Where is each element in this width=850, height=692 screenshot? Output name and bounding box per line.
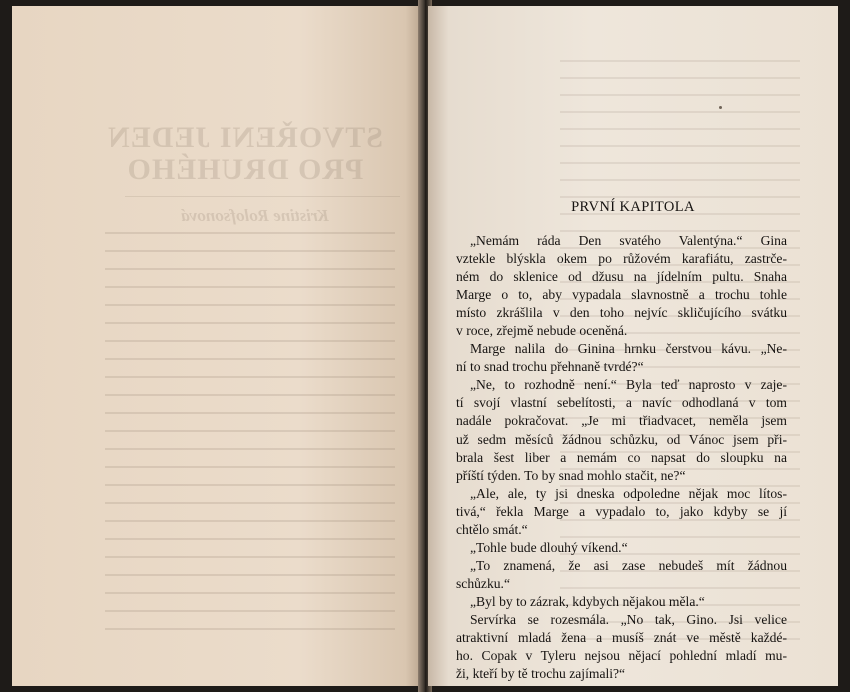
paragraph xyxy=(456,611,787,683)
paragraph xyxy=(456,232,787,340)
show-through-title xyxy=(95,122,395,186)
text-line: v roce, zřejmě nebude oceněná. xyxy=(456,323,628,339)
text-line: atraktivní mladá žena a musíš znát ve městě každé- xyxy=(456,630,787,646)
text-line: už sedm měsíců žádnou schůzku, od Vánoc jsem při- xyxy=(456,431,787,447)
text-line: Servírka se rozesmála. „No tak, Gino. Jsi velice xyxy=(470,611,787,627)
show-through-rule xyxy=(125,196,400,197)
text-line: příští týden. To by snad mohlo stačit, ne?“ xyxy=(456,467,686,483)
text-line: „Ne, to rozhodně není.“ Byla teď naprosto v zaje- xyxy=(470,377,787,393)
text-line: brala šest liber a nemám co napsat do sloupku na xyxy=(456,449,787,465)
text-line: Marge nalila do Ginina hrnku čerstvou kávu. „Ne- xyxy=(470,341,787,357)
text-line: tivá,“ řekla Marge a vypadalo to, jako kdyby se jí xyxy=(456,503,787,519)
text-line: nadále pokračovat. „Je mi třiadvacet, neměla jsem xyxy=(456,413,787,429)
paragraph xyxy=(456,593,787,611)
text-line: ho. Copak v Tyleru nejsou nějací pohlední mladí mu- xyxy=(456,648,787,664)
show-through-author: Kristine Rolofsonová xyxy=(181,206,329,225)
text-line: ní to snad trochu přehnaně tvrdé?“ xyxy=(456,359,644,375)
chapter-title: PRVNÍ KAPITOLA xyxy=(571,199,695,215)
text-line: „Byl by to zázrak, kdybych nějakou měla.“ xyxy=(470,593,705,609)
text-line: „To znamená, že asi zase nebudeš mít žádnou xyxy=(470,557,787,573)
paragraph xyxy=(456,485,787,539)
ink-speck xyxy=(719,106,722,109)
text-line: „Ale, ale, ty jsi dneska odpoledne nějak moc lítos- xyxy=(470,485,787,501)
text-line: Marge o to, aby vypadala slavnostně a trochu tohle xyxy=(456,287,787,303)
text-line: schůzku.“ xyxy=(456,575,510,591)
text-line: chtělo smát.“ xyxy=(456,521,528,537)
text-line: ži, kteří by tě trochu zajímali?“ xyxy=(456,666,626,682)
paragraph xyxy=(456,340,787,376)
text-line: „Tohle bude dlouhý víkend.“ xyxy=(470,539,628,555)
paragraph xyxy=(456,539,787,557)
chapter-body-text xyxy=(456,232,787,683)
show-through-text-lines xyxy=(105,232,395,646)
text-line: vztekle blýskla okem po růžovém karafiátu, zastrče- xyxy=(456,251,787,267)
paragraph xyxy=(456,557,787,593)
text-line: ném do sklenice od džusu na jídelním pultu. Snaha xyxy=(456,269,787,285)
show-through-title-line: STVOŘENI JEDEN xyxy=(107,121,383,154)
text-line: tí svojí vlastní sebelítosti, a navíc odhodlaná v tom xyxy=(456,395,787,411)
show-through-title-line: PRO DRUHÉHO xyxy=(126,153,364,186)
text-line: místo zkrášlila v den toho nejvíc skličujícího svátku xyxy=(456,305,787,321)
paragraph xyxy=(456,376,787,484)
text-line: „Nemám ráda Den svatého Valentýna.“ Gina xyxy=(470,233,787,248)
